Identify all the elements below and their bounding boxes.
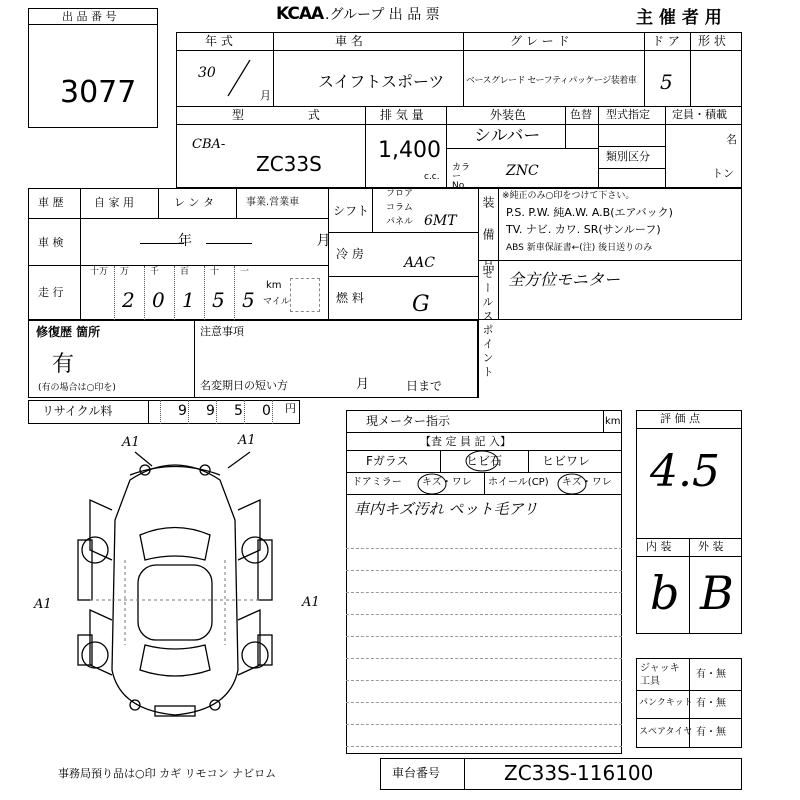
recycle-digit: 0: [262, 403, 271, 419]
wheel-label: ホイール(CP): [488, 477, 549, 488]
damage-mark-front-right: A1: [238, 433, 256, 448]
year-label: 年 式: [205, 34, 233, 48]
capacity-label: 定員・積載: [672, 108, 727, 121]
color-no-value: ZNC: [506, 163, 539, 179]
displacement-label: 排 気 量: [380, 108, 424, 122]
mileage-digit-header: 千: [150, 267, 160, 277]
jack-yes-no: 有・無: [696, 669, 726, 680]
type-designation-label: 型式指定: [606, 108, 650, 121]
private-use-option: 自 家 用: [94, 196, 134, 209]
mileage-digit-header: 十万: [90, 267, 109, 277]
damage-mark-right-side: A1: [302, 595, 320, 610]
spare-yes-no: 有・無: [696, 727, 726, 738]
shift-panel: パネル: [386, 217, 414, 227]
brand-logo: KCAA: [276, 4, 324, 24]
capacity-unit-persons: 名: [726, 133, 737, 146]
business-option: 事業.営業車: [246, 197, 300, 208]
history-label: 車 歴: [38, 196, 64, 209]
damage-mark-front-left: A1: [122, 435, 140, 450]
inspection-label: 車 検: [38, 236, 64, 249]
inspection-comment: 車内キズ汚れ ペット毛アリ: [354, 500, 538, 518]
organizer-label: 主 催 者 用: [636, 8, 722, 28]
capacity-unit-tons: トン: [712, 167, 734, 180]
doors-label: ド ア: [652, 34, 680, 48]
interior-value: b: [650, 566, 680, 620]
recycle-label: リサイクル料: [42, 404, 113, 418]
model-value: ZC33S: [256, 152, 322, 176]
car-name-value: スイフトスポーツ: [318, 72, 445, 91]
cc-unit: c.c.: [424, 172, 440, 182]
doors-value: 5: [660, 70, 673, 94]
shift-value: 6MT: [424, 213, 457, 229]
color-value: シルバー: [474, 126, 541, 146]
meter-km-unit: km: [605, 416, 621, 427]
grade-value: ベースグレード セーフティパッケージ装着車: [466, 76, 637, 86]
form-title: .グループ 出 品 票: [325, 7, 440, 23]
mileage-digit-header: 十: [210, 267, 220, 277]
mirror-label: ドアミラー: [352, 477, 402, 488]
equipment-label: 装 備 品: [481, 196, 495, 280]
recycle-unit: 円: [285, 402, 296, 415]
grade-label: グ レ ー ド: [510, 34, 570, 48]
mileage-digit-header: 万: [120, 267, 130, 277]
car-name-label: 車 名: [335, 34, 363, 48]
jack-label: ジャッキ 工具: [640, 663, 680, 687]
displacement-value: 1,400: [378, 138, 441, 163]
inspection-value: 年 月: [178, 233, 391, 249]
car-damage-diagram: [70, 440, 280, 730]
deadline-month: 月: [356, 377, 370, 392]
lot-number-box: [28, 8, 158, 128]
mile-unit: マイル: [263, 297, 290, 307]
mileage-digit: 5: [242, 288, 255, 312]
mileage-digit: 0: [152, 288, 165, 312]
deadline-day: 日まで: [406, 379, 443, 393]
repair-value: 有: [52, 352, 75, 377]
shift-label: シフト: [333, 204, 370, 218]
color-change-label: 色替: [570, 108, 592, 121]
damage-mark-left-side: A1: [34, 597, 52, 612]
model-prefix: CBA-: [192, 137, 226, 152]
color-label: 外装色: [490, 108, 527, 122]
interior-label: 内 装: [646, 540, 672, 553]
inspector-label: 【査 定 員 記 入】: [420, 435, 511, 448]
exterior-label: 外 装: [698, 540, 724, 553]
notes-label: 注意事項: [200, 325, 244, 338]
lot-label: 出 品 番 号: [62, 10, 117, 23]
deadline-label: 名変期日の短い方: [200, 379, 288, 392]
km-unit: km: [266, 280, 282, 291]
mirror-options: キズ・ワレ: [422, 477, 472, 488]
chip-label: ヒビ石: [466, 454, 503, 468]
shift-column: コラム: [386, 203, 413, 213]
puncture-yes-no: 有・無: [696, 698, 726, 709]
equipment-line-1: P.S. P.W. 純A.W. A.B(エアバック): [506, 206, 673, 219]
recycle-digit: 9: [206, 403, 215, 419]
chassis-label: 車台番号: [392, 766, 441, 780]
repair-label: 修復歴 箇所: [36, 325, 101, 339]
equipment-note: ※純正のみ○印をつけて下さい。: [502, 191, 635, 201]
repair-note: (有の場合は○印を): [38, 383, 116, 393]
spare-tire-label: スペアタイヤ: [639, 727, 693, 737]
year-value: 30: [198, 65, 216, 81]
body-type-label: 形 状: [698, 34, 726, 48]
class-label: 類別区分: [606, 150, 650, 163]
recycle-digit: 9: [178, 403, 187, 419]
model-label: 型 式: [232, 108, 350, 122]
mileage-digit: 1: [182, 288, 195, 312]
lot-number: 3077: [60, 75, 137, 110]
keys-note: 事務局預り品は○印 カギ リモコン ナビロム: [58, 767, 277, 780]
color-no-label: カラー No.: [452, 163, 471, 191]
shift-floor: フロア: [386, 189, 414, 199]
glass-label: Fガラス: [366, 454, 409, 468]
crack-label: ヒビワレ: [542, 454, 591, 468]
puncture-kit-label: パンクキット: [639, 698, 693, 708]
meter-label: 現メーター指示: [366, 414, 451, 428]
fuel-label: 燃 料: [336, 291, 364, 305]
mileage-digit: 5: [212, 288, 225, 312]
equipment-line-3: ABS 新車保証書←(注) 後日送りのみ: [506, 243, 653, 253]
chassis-value: ZC33S-116100: [504, 761, 654, 785]
mileage-digit-header: 一: [240, 267, 250, 277]
fuel-value: G: [412, 292, 430, 317]
wheel-options: キズ・ワレ: [562, 477, 612, 488]
mileage-digit: 2: [122, 288, 135, 312]
rental-option: レ ン タ: [174, 196, 214, 209]
ac-value: AAC: [404, 255, 435, 271]
mileage-label: 走 行: [38, 286, 64, 299]
ac-label: 冷 房: [336, 247, 364, 261]
score-label: 評 価 点: [660, 412, 700, 425]
month-unit: 月: [260, 89, 271, 102]
equipment-line-2: TV. ナビ. カワ. SR(サンルーフ): [506, 223, 661, 236]
score-value: 4.5: [650, 446, 720, 497]
circle-marks: [346, 446, 622, 498]
sales-point-value: 全方位モニター: [508, 270, 621, 289]
mileage-digit-header: 百: [180, 267, 190, 277]
recycle-digit: 5: [234, 403, 243, 419]
sales-point-label: セールスポイント: [481, 268, 494, 380]
exterior-value: B: [700, 566, 734, 620]
